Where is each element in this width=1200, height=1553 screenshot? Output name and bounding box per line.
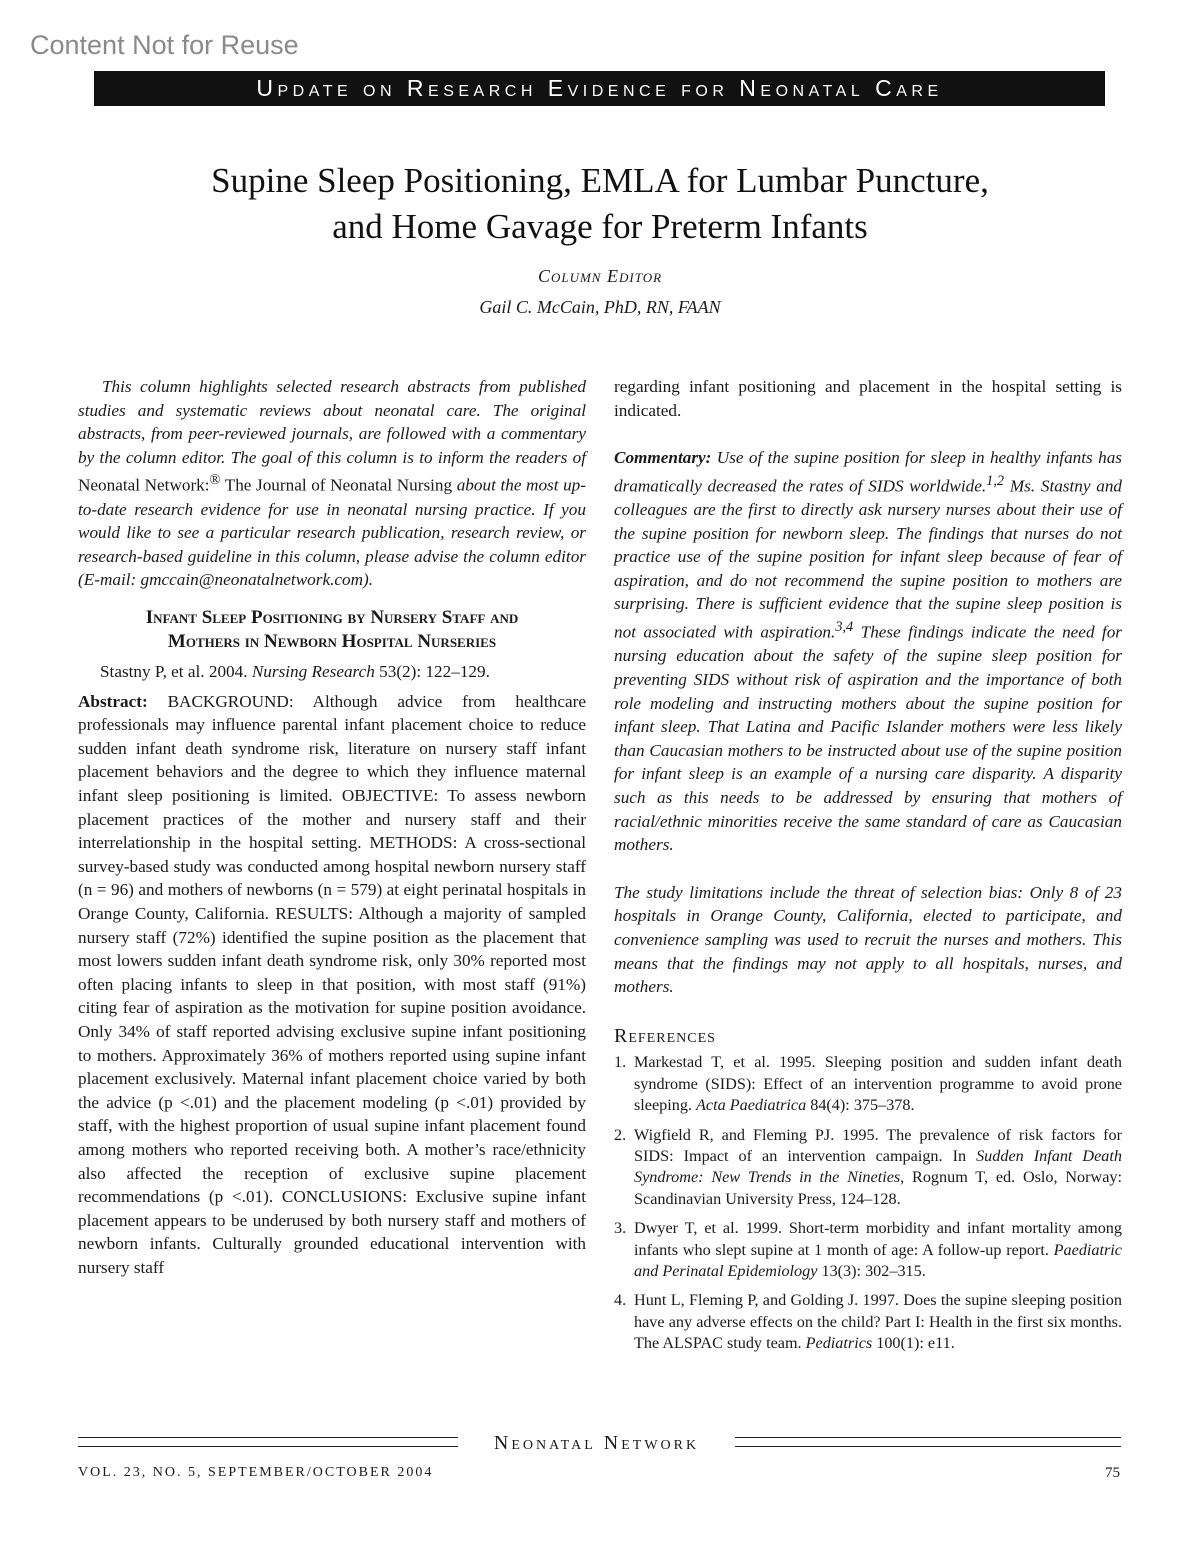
abstract-text: BACKGROUND: Although advice from healthcare professionals may influence parental infant placement choice to reduce sudden infant death syndrome risk, literature on nursery staff infant placement behaviors and the degree to which they influence maternal infant sleep positioning is limited. OBJECTIVE: To assess newborn placement practices of the mother and nursery staff and their interrelationship in the hospital setting. METHODS: A cross-sectional survey-based study was conducted among hospital newborn nursery staff (n = 96) and mothers of newborns (n = 579) at eight perinatal hospitals in Orange County, California. RESULTS: Although a majority of sampled nursery staff (72%) identified the supine position as the placement that most lowers sudden infant death syndrome risk, only 30% reported most often placing infants to sleep in that position, with most staff (91%) citing fear of aspiration as the motivation for supine position avoidance. Only 34% of staff reported advising exclusive supine infant positioning to mothers. Approximately 36% of mothers reported using supine infant placement exclusively. Maternal infant placement choice varied by both the advice (p <.01) and the placement modeling (p <.01) provided by staff, with the highest proportion of usual supine infant placement found among mothers who reported receiving both. A mother’s race/ethnicity also affected the reception of exclusive supine placement recommendations (p <.01). CONCLUSIONS: Exclusive supine infant placement appears to be underused by both nursery staff and mothers of newborn infants. Culturally grounded educational intervention with nursery staff xyxy=(78,691,586,1277)
commentary-paragraph xyxy=(614,446,1122,857)
registered-mark: ® xyxy=(209,472,221,489)
reference-body: Markestad T, et al. 1995. Sleeping position and sudden infant death syndrome (SIDS): Effect of an intervention programme to avoid prone sleeping. xyxy=(634,1053,1122,1115)
references-heading: References xyxy=(614,1024,716,1047)
reference-details: 100(1): e11. xyxy=(872,1334,955,1353)
reference-number: 1. xyxy=(614,1053,627,1072)
column-editor-label: Column Editor xyxy=(537,266,663,286)
intro-text-2: about the most up-to-date research evidence for use in neonatal nursing practice. If you would like to see a particular research publication, research review, or research-based guideline in this column, please advise the column editor (E-mail: gmccain@neonatalnetwork.com). xyxy=(78,476,587,590)
reference-item xyxy=(614,1290,1122,1354)
title-line-2: and Home Gavage for Preterm Infants xyxy=(332,207,868,246)
limitations-paragraph: The study limitations include the threat of selection bias: Only 8 of 23 hospitals in Orange County, California, elected to participate, and convenience sampling was used to recruit the nurses and mothers. This means that the findings may not apply to all hospitals, nurses, and mothers. xyxy=(614,882,1122,997)
reference-number: 2. xyxy=(614,1125,627,1144)
reference-journal: Paediatric and Perinatal Epidemiology xyxy=(634,1240,1122,1280)
reference-journal: Sudden Infant Death Syndrome: New Trends in the Nineties, xyxy=(634,1146,1122,1187)
footer-rule-right xyxy=(735,1437,1121,1447)
footer-rule-left xyxy=(78,1437,458,1447)
article-title-line-2: Mothers in Newborn Hospital Nurseries xyxy=(167,631,497,653)
reference-superscript-2: 3,4 xyxy=(835,619,854,636)
reference-text xyxy=(634,1290,1122,1354)
commentary-text-2: Ms. Stastny and colleagues are the first to directly ask nursery nurses about their use of the supine position for newborn sleep. The findings that nurses do not practice use of the supine position for infant sleep because of fear of aspiration, and do not recommend the supine position to mothers are surprising. There is sufficient evidence that the supine sleep position is not associated with aspiration. xyxy=(614,476,1123,642)
reference-details: 13(3): 302–315. xyxy=(817,1261,926,1280)
reference-body: Hunt L, Fleming P, and Golding J. 1997. Does the supine sleeping position have any adverse effects on the child? Part I: Health in the first six months. The ALSPAC study team. xyxy=(634,1291,1122,1353)
reference-journal: Pediatrics xyxy=(805,1334,873,1353)
article-citation xyxy=(78,660,586,684)
intro-paragraph xyxy=(78,375,586,592)
footer-journal-name: Neonatal Network xyxy=(493,1432,700,1454)
citation-journal: Nursing Research xyxy=(251,662,375,682)
reference-details: Rognum T, ed. Oslo, Norway: Scandinavian University Press, 124–128. xyxy=(634,1168,1123,1208)
reference-superscript-1: 1,2 xyxy=(986,472,1005,489)
reference-item xyxy=(614,1218,1122,1282)
reference-text xyxy=(634,1125,1122,1211)
reference-journal: Acta Paediatrica xyxy=(696,1096,807,1115)
reference-number: 3. xyxy=(614,1219,627,1238)
commentary-text-1: Use of the supine position for sleep in healthy infants has dramatically decreased the rates of SIDS worldwide. xyxy=(614,448,1122,496)
commentary-text-3: These findings indicate the need for nursing education about the safety of the supine sleep position for preventing SIDS without risk of aspiration and the importance of both role modeling and instructing mothers about the supine position for infant sleep. That Latina and Pacific Islander mothers were less likely than Caucasian mothers to be instructed about use of the supine position for infant sleep is an example of a nursing care disparity. A disparity such as this needs to be addressed by ensuring that mothers of racial/ethnic minorities receive the same standard of care as Caucasian mothers. xyxy=(614,622,1122,855)
right-column xyxy=(614,375,1122,1363)
abstract-continued: regarding infant positioning and placement in the hospital setting is indicated. xyxy=(614,377,1122,420)
journal-name-2: The Journal of Neonatal Nursing xyxy=(220,476,453,496)
reference-item xyxy=(614,1052,1122,1116)
reference-details: 84(4): 375–378. xyxy=(806,1096,915,1115)
page-number: 75 xyxy=(1105,1465,1120,1481)
article-title xyxy=(78,606,586,654)
citation-details: 53(2): 122–129. xyxy=(374,662,490,682)
reference-item xyxy=(614,1125,1122,1211)
left-column xyxy=(78,375,586,1280)
references-list xyxy=(614,1052,1122,1354)
reference-body: Dwyer T, et al. 1999. Short-term morbidity and infant mortality among infants who slept supine at 1 month of age: A follow-up report. xyxy=(634,1219,1122,1259)
reference-number: 4. xyxy=(614,1291,627,1310)
commentary-label: Commentary: xyxy=(614,448,712,468)
page-title xyxy=(100,158,1100,250)
reference-text xyxy=(634,1218,1122,1282)
section-banner: Update on Research Evidence for Neonatal Care xyxy=(94,71,1105,106)
citation-authors: Stastny P, et al. 2004. xyxy=(100,662,252,682)
intro-text-1: This column highlights selected research abstracts from published studies and systematic reviews about neonatal care. The original abstracts, from peer-reviewed journals, are followed with a commentary by the column editor. The goal of this column is to inform the readers of xyxy=(78,377,586,467)
article-title-line-1: Infant Sleep Positioning by Nursery Staff and xyxy=(145,607,519,629)
watermark: Content Not for Reuse xyxy=(30,30,299,60)
title-line-1: Supine Sleep Positioning, EMLA for Lumbar Puncture, xyxy=(211,161,989,200)
reference-body: Wigfield R, and Fleming PJ. 1995. The prevalence of risk factors for SIDS: Impact of an intervention campaign. In xyxy=(634,1125,1122,1165)
journal-name-1: Neonatal Network: xyxy=(78,476,210,496)
abstract-paragraph xyxy=(78,690,586,1280)
column-editor-name: Gail C. McCain, PhD, RN, FAAN xyxy=(479,297,721,317)
reference-text xyxy=(634,1052,1122,1116)
footer-volume: VOL. 23, NO. 5, SEPTEMBER/OCTOBER 2004 xyxy=(78,1465,434,1480)
abstract-label: Abstract: xyxy=(78,691,148,711)
